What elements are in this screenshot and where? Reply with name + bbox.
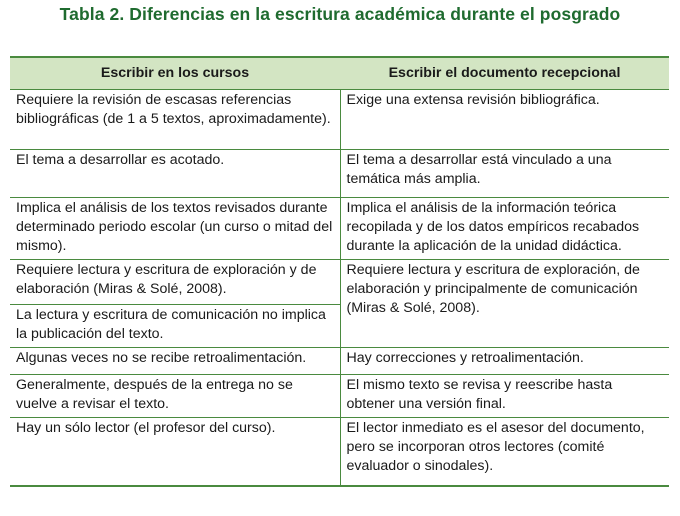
table-cell: Requiere lectura y escritura de exploración y de elaboración (Miras & Solé, 2008). [10,260,340,305]
header-col-courses: Escribir en los cursos [10,57,340,90]
table-row [10,375,669,418]
table-cell: Implica el análisis de los textos revisados durante determinado periodo escolar (un curso o mitad del mismo). [10,198,340,260]
table-row [10,260,669,305]
table-cell: El tema a desarrollar es acotado. [10,150,340,198]
table-cell: Requiere lectura y escritura de exploración, de elaboración y principalmente de comunicación (Miras & Solé, 2008). [340,260,669,348]
table-row [10,90,669,150]
table-cell: El mismo texto se revisa y reescribe hasta obtener una versión final. [340,375,669,418]
table-title: Tabla 2. Diferencias en la escritura académica durante el posgrado [59,4,621,24]
table-cell: Requiere la revisión de escasas referencias bibliográficas (de 1 a 5 textos, aproximadamente). [10,90,340,150]
table-cell: Hay correcciones y retroalimentación. [340,348,669,375]
table-cell: Generalmente, después de la entrega no se vuelve a revisar el texto. [10,375,340,418]
header-col-thesis: Escribir el documento recepcional [340,57,669,90]
table-row [10,150,669,198]
table-cell: Exige una extensa revisión bibliográfica. [340,90,669,150]
table-row [10,348,669,375]
differences-table [10,56,669,487]
table-row [10,198,669,260]
table-row [10,418,669,486]
table-cell: Implica el análisis de la información teórica recopilada y de los datos empíricos recabados durante la aplicación de la unidad didáctica. [340,198,669,260]
table-cell: La lectura y escritura de comunicación no implica la publicación del texto. [10,305,340,348]
table-cell: Algunas veces no se recibe retroalimentación. [10,348,340,375]
table-header-row [10,57,669,90]
table-cell: El tema a desarrollar está vinculado a una temática más amplia. [340,150,669,198]
table-cell: El lector inmediato es el asesor del documento, pero se incorporan otros lectores (comité evaluador o sinodales). [340,418,669,486]
table-cell: Hay un sólo lector (el profesor del curso). [10,418,340,486]
